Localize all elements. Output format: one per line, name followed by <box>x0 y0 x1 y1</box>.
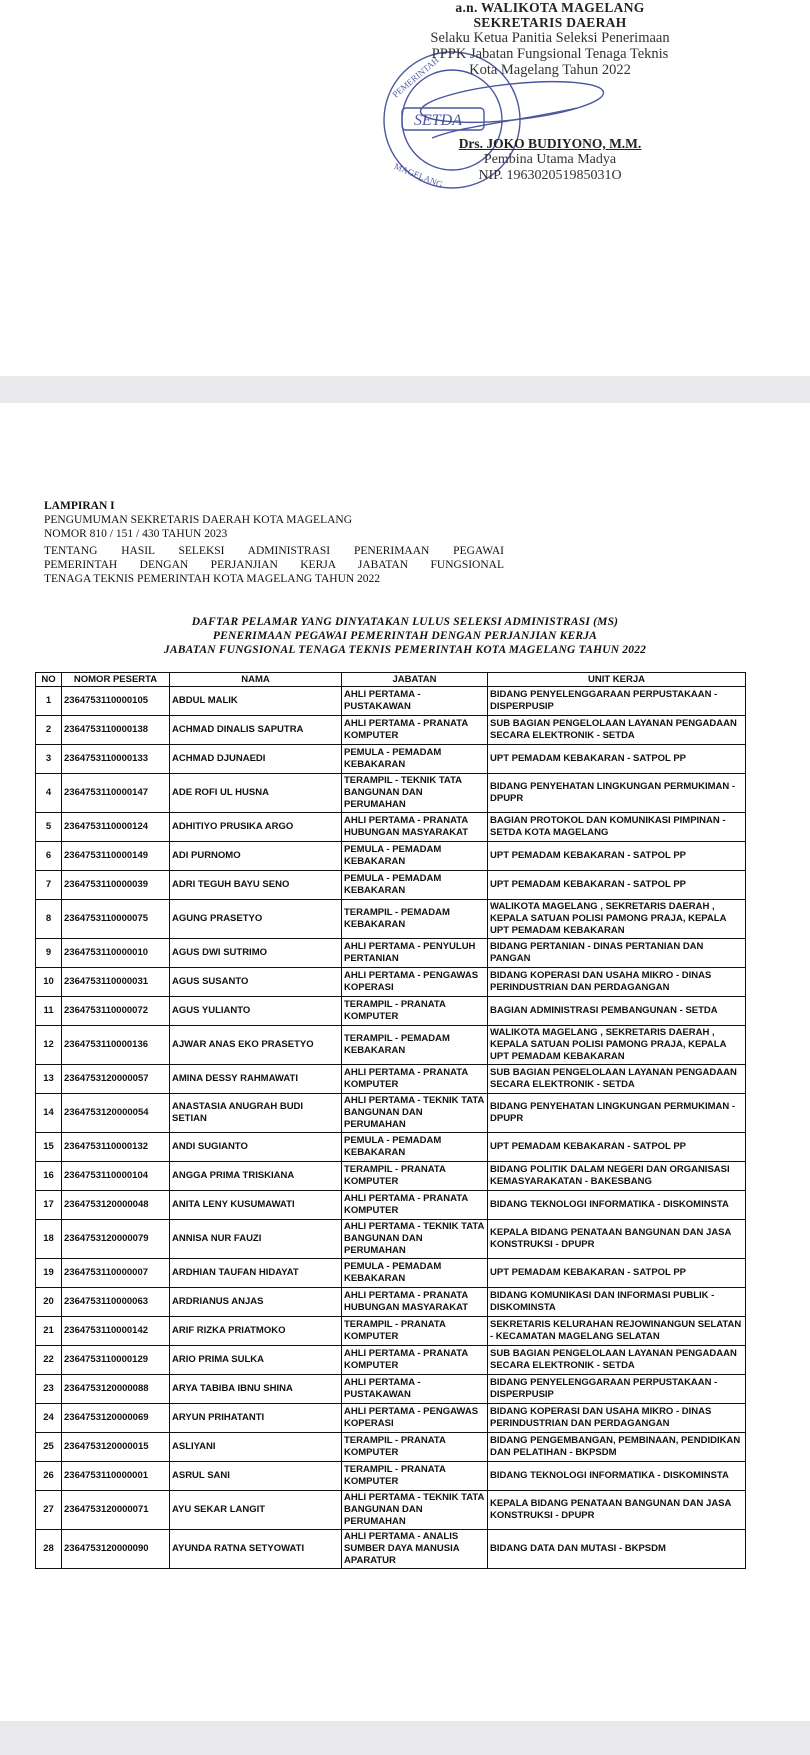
row-unit-kerja: SUB BAGIAN PENGELOLAAN LAYANAN PENGADAAN SECARA ELEKTRONIK - SETDA <box>488 1065 746 1094</box>
row-no: 11 <box>36 997 62 1026</box>
row-jabatan: AHLI PERTAMA - PENGAWAS KOPERASI <box>342 968 488 997</box>
row-jabatan: TERAMPIL - PEMADAM KEBAKARAN <box>342 1026 488 1065</box>
row-nomor-peserta: 2364753120000069 <box>62 1404 170 1433</box>
row-nama: AMINA DESSY RAHMAWATI <box>170 1065 342 1094</box>
page-1 <box>0 0 810 376</box>
row-nama: ANITA LENY KUSUMAWATI <box>170 1191 342 1220</box>
row-jabatan: AHLI PERTAMA - PENGAWAS KOPERASI <box>342 1404 488 1433</box>
stamp-ring-top: PEMERINTAH <box>390 55 441 100</box>
row-no: 8 <box>36 900 62 939</box>
table-row <box>36 842 746 871</box>
row-nama: ASRUL SANI <box>170 1462 342 1491</box>
row-jabatan: AHLI PERTAMA - PRANATA HUBUNGAN MASYARAKAT <box>342 1288 488 1317</box>
row-nomor-peserta: 2364753110000142 <box>62 1317 170 1346</box>
row-unit-kerja: UPT PEMADAM KEBAKARAN - SATPOL PP <box>488 745 746 774</box>
row-nama: ADHITIYO PRUSIKA ARGO <box>170 813 342 842</box>
row-nama: ABDUL MALIK <box>170 687 342 716</box>
row-no: 15 <box>36 1133 62 1162</box>
row-unit-kerja: BIDANG KOMUNIKASI DAN INFORMASI PUBLIK - DISKOMINSTA <box>488 1288 746 1317</box>
row-nama: ANGGA PRIMA TRISKIANA <box>170 1162 342 1191</box>
row-nama: ACHMAD DINALIS SAPUTRA <box>170 716 342 745</box>
row-nomor-peserta: 2364753110000039 <box>62 871 170 900</box>
table-row <box>36 1375 746 1404</box>
row-unit-kerja: BIDANG PENYEHATAN LINGKUNGAN PERMUKIMAN - DPUPR <box>488 774 746 813</box>
row-nama: ARIO PRIMA SULKA <box>170 1346 342 1375</box>
header-nama: NAMA <box>170 673 342 687</box>
row-jabatan: PEMULA - PEMADAM KEBAKARAN <box>342 871 488 900</box>
row-unit-kerja: BIDANG PENYEHATAN LINGKUNGAN PERMUKIMAN - DPUPR <box>488 1094 746 1133</box>
row-unit-kerja: BIDANG TEKNOLOGI INFORMATIKA - DISKOMINSTA <box>488 1462 746 1491</box>
row-nama: ASLIYANI <box>170 1433 342 1462</box>
row-unit-kerja: KEPALA BIDANG PENATAAN BANGUNAN DAN JASA KONSTRUKSI - DPUPR <box>488 1491 746 1530</box>
table-row <box>36 1220 746 1259</box>
row-unit-kerja: BIDANG PENGEMBANGAN, PEMBINAAN, PENDIDIKAN DAN PELATIHAN - BKPSDM <box>488 1433 746 1462</box>
lampiran-line-3: TENTANG HASIL SELEKSI ADMINISTRASI PENERIMAAN PEGAWAI <box>44 545 504 557</box>
table-row <box>36 745 746 774</box>
row-jabatan: AHLI PERTAMA - TEKNIK TATA BANGUNAN DAN PERUMAHAN <box>342 1491 488 1530</box>
row-jabatan: AHLI PERTAMA - PRANATA KOMPUTER <box>342 1065 488 1094</box>
row-unit-kerja: BIDANG PENYELENGGARAAN PERPUSTAKAAN - DISPERPUSIP <box>488 687 746 716</box>
table-row <box>36 813 746 842</box>
row-nomor-peserta: 2364753120000079 <box>62 1220 170 1259</box>
row-nomor-peserta: 2364753110000031 <box>62 968 170 997</box>
sig-line-5: Kota Magelang Tahun 2022 <box>469 62 631 78</box>
table-row <box>36 1462 746 1491</box>
lampiran-line-5: TENAGA TEKNIS PEMERINTAH KOTA MAGELANG TAHUN 2022 <box>44 573 381 585</box>
row-unit-kerja: BIDANG DATA DAN MUTASI - BKPSDM <box>488 1530 746 1569</box>
row-jabatan: AHLI PERTAMA - PUSTAKAWAN <box>342 687 488 716</box>
row-no: 26 <box>36 1462 62 1491</box>
row-no: 1 <box>36 687 62 716</box>
row-unit-kerja: SUB BAGIAN PENGELOLAAN LAYANAN PENGADAAN SECARA ELEKTRONIK - SETDA <box>488 1346 746 1375</box>
row-nomor-peserta: 2364753110000063 <box>62 1288 170 1317</box>
row-jabatan: AHLI PERTAMA - TEKNIK TATA BANGUNAN DAN PERUMAHAN <box>342 1094 488 1133</box>
row-no: 18 <box>36 1220 62 1259</box>
row-jabatan: PEMULA - PEMADAM KEBAKARAN <box>342 1133 488 1162</box>
row-jabatan: TERAMPIL - PRANATA KOMPUTER <box>342 997 488 1026</box>
row-nama: AJWAR ANAS EKO PRASETYO <box>170 1026 342 1065</box>
list-heading <box>0 615 810 657</box>
row-no: 16 <box>36 1162 62 1191</box>
row-no: 28 <box>36 1530 62 1569</box>
row-no: 14 <box>36 1094 62 1133</box>
row-nama: AGUS YULIANTO <box>170 997 342 1026</box>
table-row <box>36 1346 746 1375</box>
row-nomor-peserta: 2364753110000104 <box>62 1162 170 1191</box>
row-no: 17 <box>36 1191 62 1220</box>
row-no: 4 <box>36 774 62 813</box>
table-row <box>36 1317 746 1346</box>
heading-line-3: JABATAN FUNGSIONAL TENAGA TEKNIS PEMERINTAH KOTA MAGELANG TAHUN 2022 <box>163 644 647 656</box>
row-no: 2 <box>36 716 62 745</box>
header-unit-kerja: UNIT KERJA <box>488 673 746 687</box>
table-row <box>36 968 746 997</box>
row-jabatan: TERAMPIL - TEKNIK TATA BANGUNAN DAN PERUMAHAN <box>342 774 488 813</box>
row-nomor-peserta: 2364753110000124 <box>62 813 170 842</box>
row-no: 7 <box>36 871 62 900</box>
table-row <box>36 1026 746 1065</box>
table-row <box>36 939 746 968</box>
row-nama: ACHMAD DJUNAEDI <box>170 745 342 774</box>
row-no: 24 <box>36 1404 62 1433</box>
row-nomor-peserta: 2364753110000138 <box>62 716 170 745</box>
row-jabatan: AHLI PERTAMA - ANALIS SUMBER DAYA MANUSIA APARATUR <box>342 1530 488 1569</box>
row-unit-kerja: WALIKOTA MAGELANG , SEKRETARIS DAERAH , KEPALA SATUAN POLISI PAMONG PRAJA, KEPALA UPT PEMADAM KEBAKARAN <box>488 900 746 939</box>
table-row <box>36 1530 746 1569</box>
row-nama: ARDHIAN TAUFAN HIDAYAT <box>170 1259 342 1288</box>
row-nama: ANASTASIA ANUGRAH BUDI SETIAN <box>170 1094 342 1133</box>
header-nomor-peserta: NOMOR PESERTA <box>62 673 170 687</box>
table-row <box>36 1094 746 1133</box>
table-row <box>36 900 746 939</box>
row-unit-kerja: BIDANG PERTANIAN - DINAS PERTANIAN DAN PANGAN <box>488 939 746 968</box>
heading-line-2: PENERIMAAN PEGAWAI PEMERINTAH DENGAN PERJANJIAN KERJA <box>212 630 598 642</box>
row-no: 19 <box>36 1259 62 1288</box>
row-no: 9 <box>36 939 62 968</box>
row-no: 22 <box>36 1346 62 1375</box>
row-jabatan: AHLI PERTAMA - PRANATA HUBUNGAN MASYARAKAT <box>342 813 488 842</box>
row-unit-kerja: KEPALA BIDANG PENATAAN BANGUNAN DAN JASA KONSTRUKSI - DPUPR <box>488 1220 746 1259</box>
row-nomor-peserta: 2364753110000136 <box>62 1026 170 1065</box>
row-nama: ARYA TABIBA IBNU SHINA <box>170 1375 342 1404</box>
sig-line-2: SEKRETARIS DAERAH <box>473 15 627 30</box>
row-nama: ANDI SUGIANTO <box>170 1133 342 1162</box>
row-jabatan: PEMULA - PEMADAM KEBAKARAN <box>342 842 488 871</box>
row-unit-kerja: UPT PEMADAM KEBAKARAN - SATPOL PP <box>488 1133 746 1162</box>
row-nomor-peserta: 2364753120000048 <box>62 1191 170 1220</box>
row-nomor-peserta: 2364753110000149 <box>62 842 170 871</box>
table-row <box>36 1433 746 1462</box>
row-nomor-peserta: 2364753110000132 <box>62 1133 170 1162</box>
row-nomor-peserta: 2364753110000147 <box>62 774 170 813</box>
row-no: 25 <box>36 1433 62 1462</box>
heading-line-1: DAFTAR PELAMAR YANG DINYATAKAN LULUS SELEKSI ADMINISTRASI (MS) <box>191 616 619 628</box>
row-unit-kerja: BIDANG POLITIK DALAM NEGERI DAN ORGANISASI KEMASYARAKATAN - BAKESBANG <box>488 1162 746 1191</box>
row-nomor-peserta: 2364753110000133 <box>62 745 170 774</box>
row-unit-kerja: BIDANG TEKNOLOGI INFORMATIKA - DISKOMINSTA <box>488 1191 746 1220</box>
row-nomor-peserta: 2364753120000057 <box>62 1065 170 1094</box>
row-unit-kerja: BIDANG KOPERASI DAN USAHA MIKRO - DINAS PERINDUSTRIAN DAN PERDAGANGAN <box>488 968 746 997</box>
row-nomor-peserta: 2364753110000007 <box>62 1259 170 1288</box>
table-row <box>36 716 746 745</box>
row-no: 20 <box>36 1288 62 1317</box>
row-no: 12 <box>36 1026 62 1065</box>
row-nama: AGUS DWI SUTRIMO <box>170 939 342 968</box>
row-nama: AYU SEKAR LANGIT <box>170 1491 342 1530</box>
row-nama: ARDRIANUS ANJAS <box>170 1288 342 1317</box>
lampiran-line-1: PENGUMUMAN SEKRETARIS DAERAH KOTA MAGELANG <box>44 514 353 526</box>
signer-name: Drs. JOKO BUDIYONO, M.M. <box>458 136 642 151</box>
row-jabatan: AHLI PERTAMA - PENYULUH PERTANIAN <box>342 939 488 968</box>
row-jabatan: TERAMPIL - PEMADAM KEBAKARAN <box>342 900 488 939</box>
row-nomor-peserta: 2364753110000010 <box>62 939 170 968</box>
row-no: 5 <box>36 813 62 842</box>
row-no: 13 <box>36 1065 62 1094</box>
row-unit-kerja: BIDANG KOPERASI DAN USAHA MIKRO - DINAS PERINDUSTRIAN DAN PERDAGANGAN <box>488 1404 746 1433</box>
row-no: 27 <box>36 1491 62 1530</box>
table-row <box>36 687 746 716</box>
table-row <box>36 1162 746 1191</box>
row-nama: ARIF RIZKA PRIATMOKO <box>170 1317 342 1346</box>
row-nama: ADRI TEGUH BAYU SENO <box>170 871 342 900</box>
row-nomor-peserta: 2364753110000105 <box>62 687 170 716</box>
row-nomor-peserta: 2364753120000090 <box>62 1530 170 1569</box>
header-jabatan: JABATAN <box>342 673 488 687</box>
row-unit-kerja: UPT PEMADAM KEBAKARAN - SATPOL PP <box>488 842 746 871</box>
row-nama: AGUNG PRASETYO <box>170 900 342 939</box>
row-no: 3 <box>36 745 62 774</box>
row-nomor-peserta: 2364753120000088 <box>62 1375 170 1404</box>
row-jabatan: TERAMPIL - PRANATA KOMPUTER <box>342 1317 488 1346</box>
signer-nip: NIP. 196302051985031O <box>478 168 622 183</box>
row-jabatan: AHLI PERTAMA - PUSTAKAWAN <box>342 1375 488 1404</box>
applicant-table <box>35 672 746 1569</box>
table-row <box>36 1259 746 1288</box>
row-nama: ADE ROFI UL HUSNA <box>170 774 342 813</box>
row-unit-kerja: BAGIAN ADMINISTRASI PEMBANGUNAN - SETDA <box>488 997 746 1026</box>
sig-line-1: a.n. WALIKOTA MAGELANG <box>455 0 645 15</box>
row-jabatan: PEMULA - PEMADAM KEBAKARAN <box>342 1259 488 1288</box>
sig-line-3: Selaku Ketua Panitia Seleksi Penerimaan <box>430 30 670 46</box>
row-nama: ARYUN PRIHATANTI <box>170 1404 342 1433</box>
row-nama: ADI PURNOMO <box>170 842 342 871</box>
stamp-ring-bottom: MAGELANG <box>392 161 445 190</box>
header-no: NO <box>36 673 62 687</box>
page-2 <box>0 403 810 1721</box>
row-jabatan: TERAMPIL - PRANATA KOMPUTER <box>342 1433 488 1462</box>
row-unit-kerja: UPT PEMADAM KEBAKARAN - SATPOL PP <box>488 871 746 900</box>
signer-rank: Pembina Utama Madya <box>483 152 617 167</box>
sig-line-4: PPPK Jabatan Fungsional Tenaga Teknis <box>431 46 669 62</box>
row-nomor-peserta: 2364753120000071 <box>62 1491 170 1530</box>
row-unit-kerja: UPT PEMADAM KEBAKARAN - SATPOL PP <box>488 1259 746 1288</box>
table-row <box>36 1133 746 1162</box>
row-jabatan: PEMULA - PEMADAM KEBAKARAN <box>342 745 488 774</box>
row-unit-kerja: SUB BAGIAN PENGELOLAAN LAYANAN PENGADAAN SECARA ELEKTRONIK - SETDA <box>488 716 746 745</box>
row-unit-kerja: BIDANG PENYELENGGARAAN PERPUSTAKAAN - DISPERPUSIP <box>488 1375 746 1404</box>
row-nama: ANNISA NUR FAUZI <box>170 1220 342 1259</box>
table-row <box>36 1288 746 1317</box>
row-jabatan: AHLI PERTAMA - PRANATA KOMPUTER <box>342 1346 488 1375</box>
row-nomor-peserta: 2364753110000072 <box>62 997 170 1026</box>
lampiran-line-2: NOMOR 810 / 151 / 430 TAHUN 2023 <box>44 528 228 540</box>
table-header-row <box>36 673 746 687</box>
table-row <box>36 1191 746 1220</box>
table-row <box>36 1491 746 1530</box>
row-nomor-peserta: 2364753110000001 <box>62 1462 170 1491</box>
row-no: 10 <box>36 968 62 997</box>
lampiran-title: LAMPIRAN I <box>44 500 115 512</box>
row-jabatan: TERAMPIL - PRANATA KOMPUTER <box>342 1462 488 1491</box>
row-no: 21 <box>36 1317 62 1346</box>
row-unit-kerja: WALIKOTA MAGELANG , SEKRETARIS DAERAH , KEPALA SATUAN POLISI PAMONG PRAJA, KEPALA UPT PEMADAM KEBAKARAN <box>488 1026 746 1065</box>
row-nomor-peserta: 2364753110000075 <box>62 900 170 939</box>
signature-block <box>340 0 760 184</box>
table-row <box>36 1404 746 1433</box>
lampiran-line-4: PEMERINTAH DENGAN PERJANJIAN KERJA JABATAN FUNGSIONAL <box>44 559 504 571</box>
table-row <box>36 997 746 1026</box>
row-jabatan: TERAMPIL - PRANATA KOMPUTER <box>342 1162 488 1191</box>
row-nomor-peserta: 2364753120000054 <box>62 1094 170 1133</box>
row-unit-kerja: BAGIAN PROTOKOL DAN KOMUNIKASI PIMPINAN - SETDA KOTA MAGELANG <box>488 813 746 842</box>
row-unit-kerja: SEKRETARIS KELURAHAN REJOWINANGUN SELATAN - KECAMATAN MAGELANG SELATAN <box>488 1317 746 1346</box>
table-row <box>36 1065 746 1094</box>
row-jabatan: AHLI PERTAMA - PRANATA KOMPUTER <box>342 716 488 745</box>
lampiran-block <box>44 499 504 586</box>
row-nomor-peserta: 2364753120000015 <box>62 1433 170 1462</box>
row-jabatan: AHLI PERTAMA - TEKNIK TATA BANGUNAN DAN PERUMAHAN <box>342 1220 488 1259</box>
row-nomor-peserta: 2364753110000129 <box>62 1346 170 1375</box>
row-no: 6 <box>36 842 62 871</box>
table-row <box>36 774 746 813</box>
table-row <box>36 871 746 900</box>
row-jabatan: AHLI PERTAMA - PRANATA KOMPUTER <box>342 1191 488 1220</box>
row-nama: AYUNDA RATNA SETYOWATI <box>170 1530 342 1569</box>
row-no: 23 <box>36 1375 62 1404</box>
row-nama: AGUS SUSANTO <box>170 968 342 997</box>
stamp-center-text: SETDA <box>414 112 462 129</box>
